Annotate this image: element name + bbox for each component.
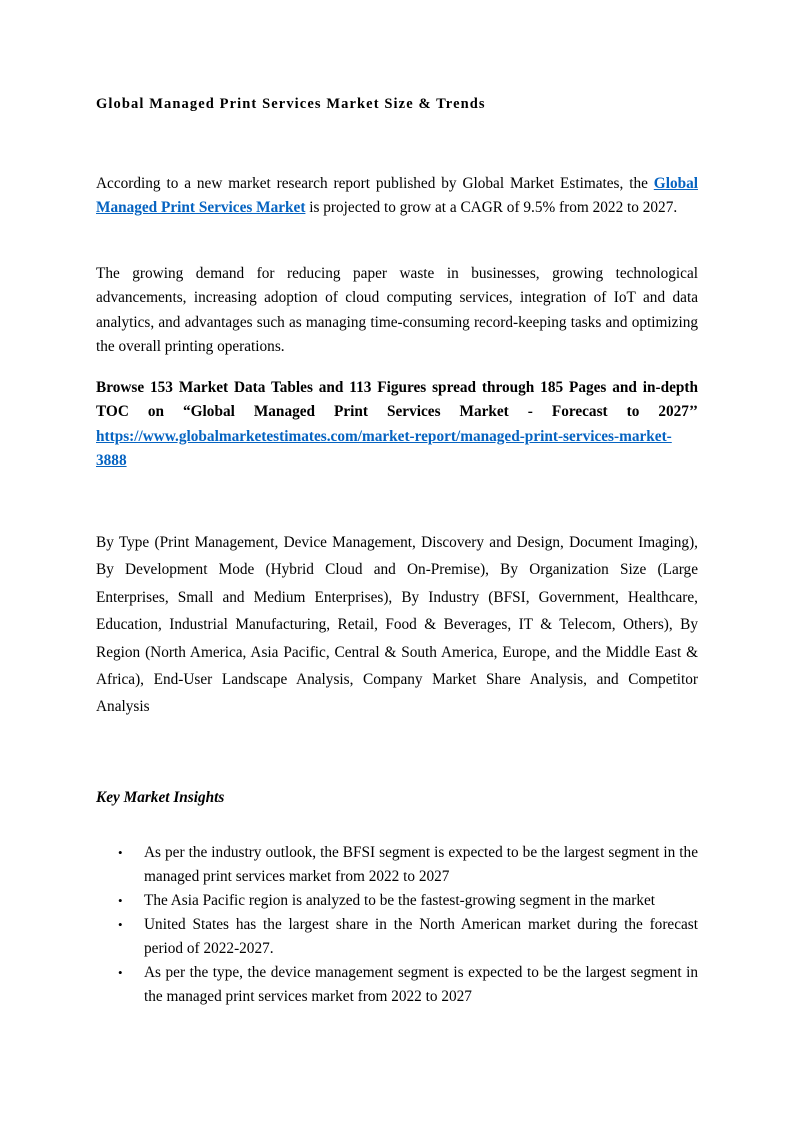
intro-text-before: According to a new market research report published by Global Market Estimates, the bbox=[96, 175, 654, 192]
insight-item bbox=[96, 889, 698, 913]
browse-paragraph bbox=[96, 376, 698, 474]
bullet-icon: • bbox=[118, 893, 123, 908]
bullet-icon: • bbox=[118, 965, 123, 980]
insights-list bbox=[96, 841, 698, 1009]
intro-text-after: is projected to grow at a CAGR of 9.5% from 2022 to 2027. bbox=[305, 199, 678, 217]
intro-paragraph bbox=[96, 172, 698, 221]
insight-text: As per the type, the device management segment is expected to be the largest segment in the managed print services market from 2022 to 2027 bbox=[144, 964, 698, 1005]
market-link[interactable]: Global Managed Print Services Market bbox=[96, 175, 698, 217]
key-insights-heading: Key Market Insights bbox=[96, 789, 225, 806]
report-url-link[interactable]: https://www.globalmarketestimates.com/market-report/managed-print-services-market-3888 bbox=[96, 427, 672, 470]
insight-text: United States has the largest share in the North American market during the forecast period of 2022-2027. bbox=[144, 916, 698, 957]
drivers-paragraph: The growing demand for reducing paper waste in businesses, growing technological advancements, increasing adoption of cloud computing services, integration of IoT and data analytics, and advantages such as managing time-consuming record-keeping tasks and optimizing the overall printing operations. bbox=[96, 265, 698, 356]
insight-item bbox=[96, 913, 698, 961]
browse-text: Browse 153 Market Data Tables and 113 Figures spread through 185 Pages and in-depth TOC on “Global Managed Print Services Market - Forecast to 2027’’ bbox=[96, 379, 698, 421]
page-title: Global Managed Print Services Market Size & Trends bbox=[96, 96, 486, 112]
insight-text: As per the industry outlook, the BFSI segment is expected to be the largest segment in the managed print services market from 2022 to 2027 bbox=[144, 844, 698, 885]
insight-item bbox=[96, 841, 698, 889]
bullet-icon: • bbox=[118, 917, 123, 932]
bullet-icon: • bbox=[118, 845, 123, 860]
segmentation-paragraph: By Type (Print Management, Device Management, Discovery and Design, Document Imaging), By Development Mode (Hybrid Cloud and On-Premise), By Organization Size (Large Enterprises, Small and Medium Enterprises), By Industry (BFSI, Government, Healthcare, Education, Industrial Manufacturing, Retail, Food & Beverages, IT & Telecom, Others), By Region (North America, Asia Pacific, Central & South America, Europe, and the Middle East & Africa), End-User Landscape Analysis, Company Market Share Analysis, and Competitor Analysis bbox=[96, 534, 698, 716]
insight-text: The Asia Pacific region is analyzed to be the fastest-growing segment in the market bbox=[144, 892, 656, 909]
insight-item bbox=[96, 961, 698, 1009]
